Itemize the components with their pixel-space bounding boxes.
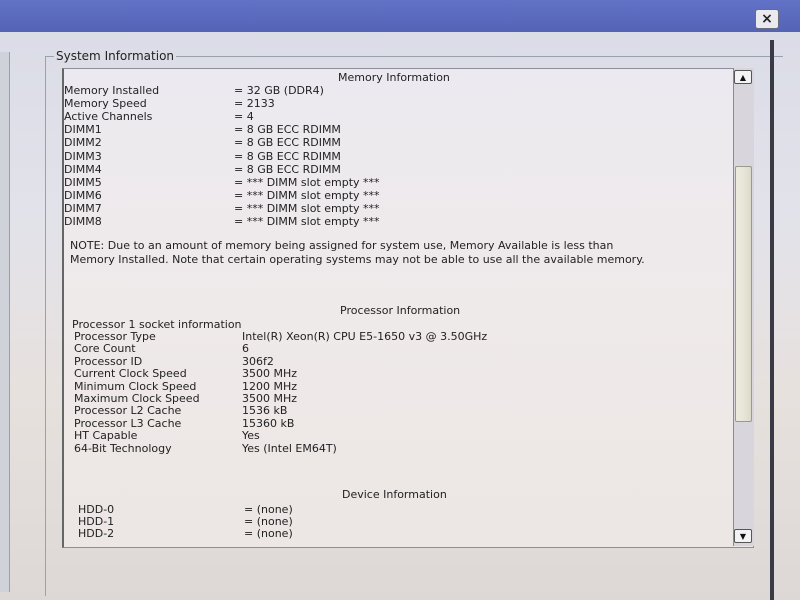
processor-label: Maximum Clock Speed [74,392,200,405]
scroll-down-icon[interactable]: ▼ [734,529,752,543]
processor-row [74,355,674,368]
memory-value: = *** DIMM slot empty *** [234,201,380,215]
memory-label: DIMM8 [64,215,102,228]
processor-label: HT Capable [74,429,138,443]
memory-value: = 8 GB ECC RDIMM [234,123,341,137]
memory-value: = 8 GB ECC RDIMM [234,136,341,150]
processor-label: Processor ID [74,354,143,368]
processor-value: 6 [242,342,249,356]
processor-label: Minimum Clock Speed [74,379,197,393]
processor-socket-header: Processor 1 socket information [72,318,242,331]
memory-row [64,123,664,136]
processor-label: Processor L2 Cache [74,404,182,418]
memory-label: DIMM7 [64,201,102,215]
device-section-title: Device Information [342,488,447,501]
processor-row [74,367,674,380]
processor-section-title: Processor Information [340,304,461,317]
memory-label: DIMM5 [64,175,102,189]
processor-row [74,342,674,355]
memory-value: = 32 GB (DDR4) [234,84,324,97]
memory-label: Memory Installed [64,84,160,97]
info-panel [62,68,754,548]
device-label: HDD-0 [78,503,115,516]
processor-value: 1536 kB [242,404,288,418]
device-value: = (none) [244,503,293,516]
device-label: HDD-2 [78,527,115,540]
device-label: HDD-1 [78,515,115,528]
processor-value: 306f2 [242,354,274,368]
processor-value: Yes (Intel EM64T) [242,441,337,455]
memory-value: = *** DIMM slot empty *** [234,175,380,189]
memory-value: = 8 GB ECC RDIMM [234,162,341,176]
processor-value: 3500 MHz [242,367,298,381]
memory-row [64,136,664,149]
memory-value: = 4 [234,110,254,124]
memory-value: = *** DIMM slot empty *** [234,215,380,228]
processor-value: Yes [242,429,260,443]
processor-label: Processor L3 Cache [74,416,182,430]
memory-label: Active Channels [64,110,153,124]
processor-row [74,417,674,430]
memory-row [64,176,664,189]
title-bar [0,0,800,32]
scroll-up-icon[interactable]: ▲ [734,70,752,84]
memory-row [64,110,664,123]
memory-label: Memory Speed [64,97,147,111]
memory-row [64,150,664,163]
device-value: = (none) [244,527,293,540]
processor-label: Core Count [74,342,136,356]
processor-value: 1200 MHz [242,379,298,393]
memory-label: DIMM1 [64,123,102,137]
memory-label: DIMM6 [64,188,102,202]
processor-label: Processor Type [74,330,156,343]
processor-row [74,392,674,405]
processor-value: Intel(R) Xeon(R) CPU E5-1650 v3 @ 3.50GHz [242,330,488,343]
close-button[interactable]: × [755,9,779,29]
left-panel-edge [0,52,10,592]
processor-row [74,380,674,393]
processor-row [74,429,674,442]
group-title: System Information [56,49,175,63]
memory-row [64,202,664,215]
memory-note: NOTE: Due to an amount of memory being assigned for system use, Memory Available is less than Memory Installed. Note that certain operating systems may not be able to use all the available memory. [70,239,645,266]
memory-row [64,97,664,110]
memory-label: DIMM3 [64,149,102,163]
memory-row [64,215,664,228]
screen-bezel-edge [770,40,774,600]
processor-row [74,404,674,417]
device-row [78,527,678,540]
processor-value: 3500 MHz [242,392,298,405]
processor-row [74,330,674,343]
memory-value: = *** DIMM slot empty *** [234,188,380,202]
memory-value: = 2133 [234,97,275,111]
scroll-thumb[interactable] [735,166,752,422]
memory-label: DIMM4 [64,162,102,176]
processor-label: Current Clock Speed [74,367,187,381]
memory-row [64,84,664,97]
processor-label: 64-Bit Technology [74,441,172,455]
processor-row [74,442,674,455]
memory-value: = 8 GB ECC RDIMM [234,149,341,163]
processor-value: 15360 kB [242,416,295,430]
vertical-scrollbar[interactable] [733,68,754,546]
memory-section-title: Memory Information [338,71,450,84]
memory-row [64,189,664,202]
memory-row [64,163,664,176]
memory-label: DIMM2 [64,136,102,150]
device-value: = (none) [244,515,293,528]
